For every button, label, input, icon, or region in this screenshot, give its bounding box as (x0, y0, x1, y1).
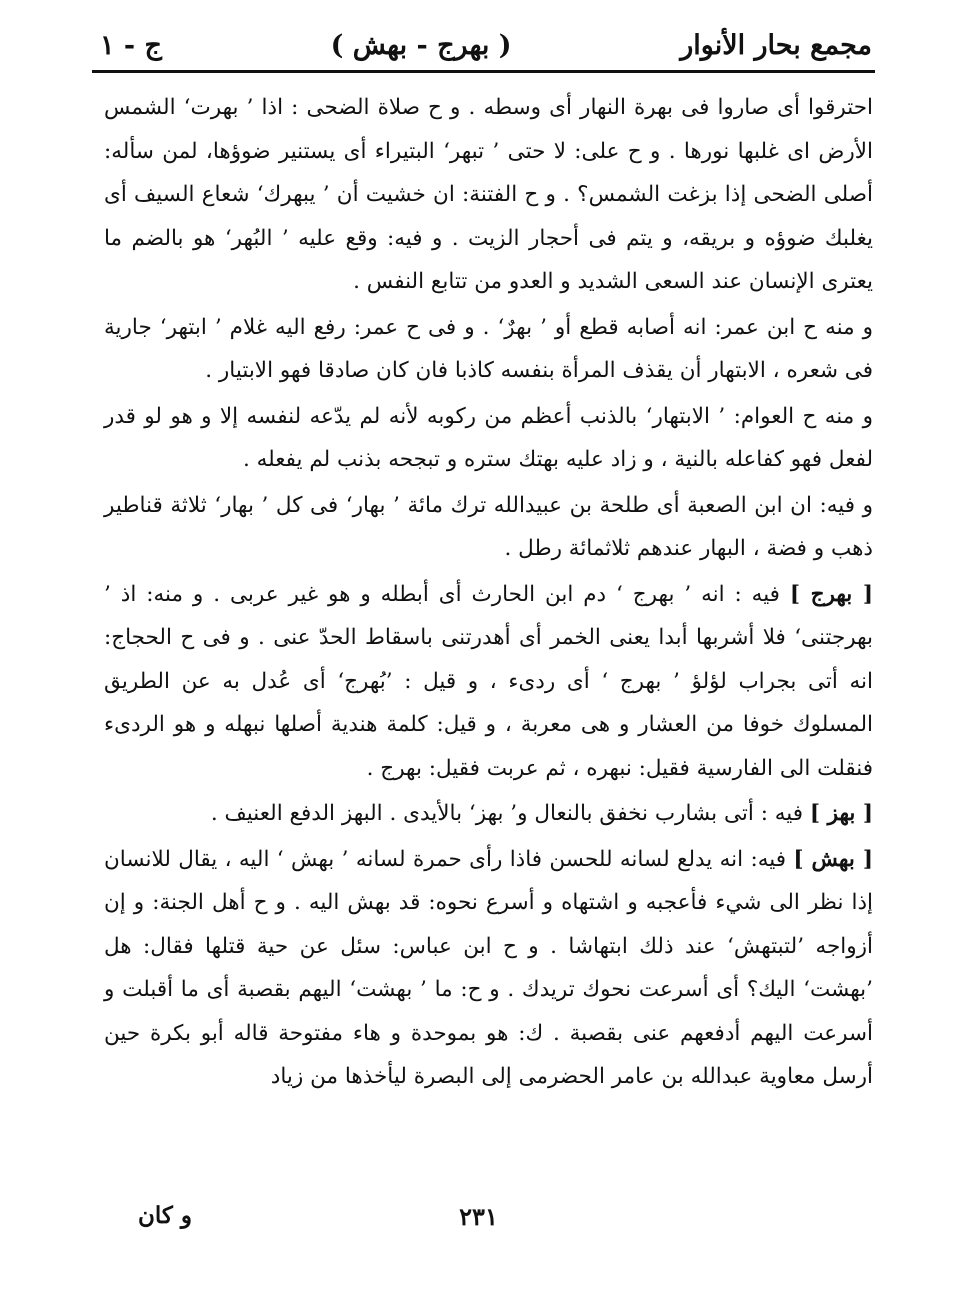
page-number: ٢٣١ (459, 1202, 498, 1231)
entry-paragraph (104, 573, 873, 791)
paragraph (104, 306, 873, 393)
paragraph-text: احترقوا أى صاروا فى بهرة النهار أى وسطه . و ح صلاة الضحى : اذا ’ بهرت‘ الشمس الأرض اى غلبها نورها . و ح على: لا حتى ’ تبهر‘ البتيراء أى يستنير ضوؤها، لمن سأله: أصلى الضحى إذا بزغت الشمس؟ . و ح الفتنة: ان خشيت أن ’ يبهرك‘ شعاع السيف أى يغلبك ضوؤه و بريقه، و يتم فى أحجار الزيت . و فيه: وقع عليه ’ البُهر‘ هو بالضم ما يعترى الإنسان عند السعى الشديد و العدو من تتابع النفس . (104, 95, 873, 294)
entry-paragraph (104, 838, 873, 1099)
paragraph (104, 86, 873, 304)
entry-range: ( بهرج - بهش ) (330, 29, 512, 61)
paragraph-text: و منه ح ابن عمر: انه أصابه قطع أو ’ بهرٌ‘ . و فى ح عمر: رفع اليه غلام ’ ابتهر‘ جارية فى شعره ، الابتهار أن يقذف المرأة بنفسه كاذبا فان كان صادقا فهو الابتيار . (104, 314, 873, 383)
running-header (100, 22, 872, 68)
entry-keyword: [ بهرج ] (789, 581, 874, 607)
entry-paragraph (104, 792, 873, 836)
paragraph-text: فيه: انه يدلع لسانه للحسن فاذا رأى حمرة لسانه ’ بهش ‘ اليه ، يقال للانسان إذا نظر الى شيء فأعجبه و اشتهاه و أسرع نحوه: قد بهش اليه . و ح أهل الجنة: و إن أزواجه ’لتبتهش‘ عند ذلك ابتهاشا . و ح ابن عباس: سئل عن حية قتلها فقال: هل ’بهشت‘ اليك؟ أى أسرعت نحوك تريدك . و ح: ما ’ بهشت‘ اليهم بقصبة أى ما أقبلت و أسرعت اليهم أدفعهم عنى بقصبة . ك: هو بموحدة و هاء مفتوحة قاله أبو بكرة حين أرسل معاوية عبدالله بن عامر الحضرمى إلى البصرة ليأخذها من زياد (104, 846, 873, 1089)
paragraph-text: فيه : أتى بشارب نخفق بالنعال و’ بهز‘ بالأيدى . البهز الدفع العنيف . (210, 801, 804, 826)
catchword: و كان (138, 1202, 192, 1229)
paragraph-text: و فيه: ان ابن الصعبة أى طلحة بن عبيدالله ترك مائة ’ بهار‘ فى كل ’ بهار‘ ثلاثة قناطير ذهب و فضة ، البهار عندهم ثلاثمائة رطل . (104, 492, 873, 561)
entry-keyword: [ بهش ] (793, 846, 873, 872)
entry-keyword: [ بهز ] (809, 801, 873, 826)
book-title: مجمع بحار الأنوار (680, 29, 872, 61)
paragraph (104, 395, 873, 482)
header-rule (92, 70, 875, 73)
paragraph-text: فيه : انه ’ بهرج ‘ دم ابن الحارث أى أبطله و هو غير عربى . و منه: اذ ’ بهرجتنى‘ فلا أشربها أبدا يعنى الخمر أى أهدرتنى باسقاط الحدّ عنى . و فى ح الحجاج: انه أتى بجراب لؤلؤ ’ بهرج ‘ أى ردىء ، و قيل : ’بُهرج‘ أى عُدل به عن الطريق المسلوك خوفا من العشار و هى معربة ، و قيل: كلمة هندية أصلها نبهله و هو الردىء فنقلت الى الفارسية فقيل: نبهره ، ثم عربت فقيل: بهرج . (104, 581, 873, 781)
page-body (104, 86, 873, 1099)
volume-number: ج - ١ (100, 29, 162, 61)
page-footer (100, 1202, 857, 1242)
paragraph (104, 484, 873, 571)
paragraph-text: و منه ح العوام: ’ الابتهار‘ بالذنب أعظم من ركوبه لأنه لم يدّعه لنفسه إلا و هو لو قدر لفعل فهو كفاعله بالنية ، و زاد عليه بهتك ستره و تبجحه بذنب لم يفعله . (104, 403, 873, 472)
